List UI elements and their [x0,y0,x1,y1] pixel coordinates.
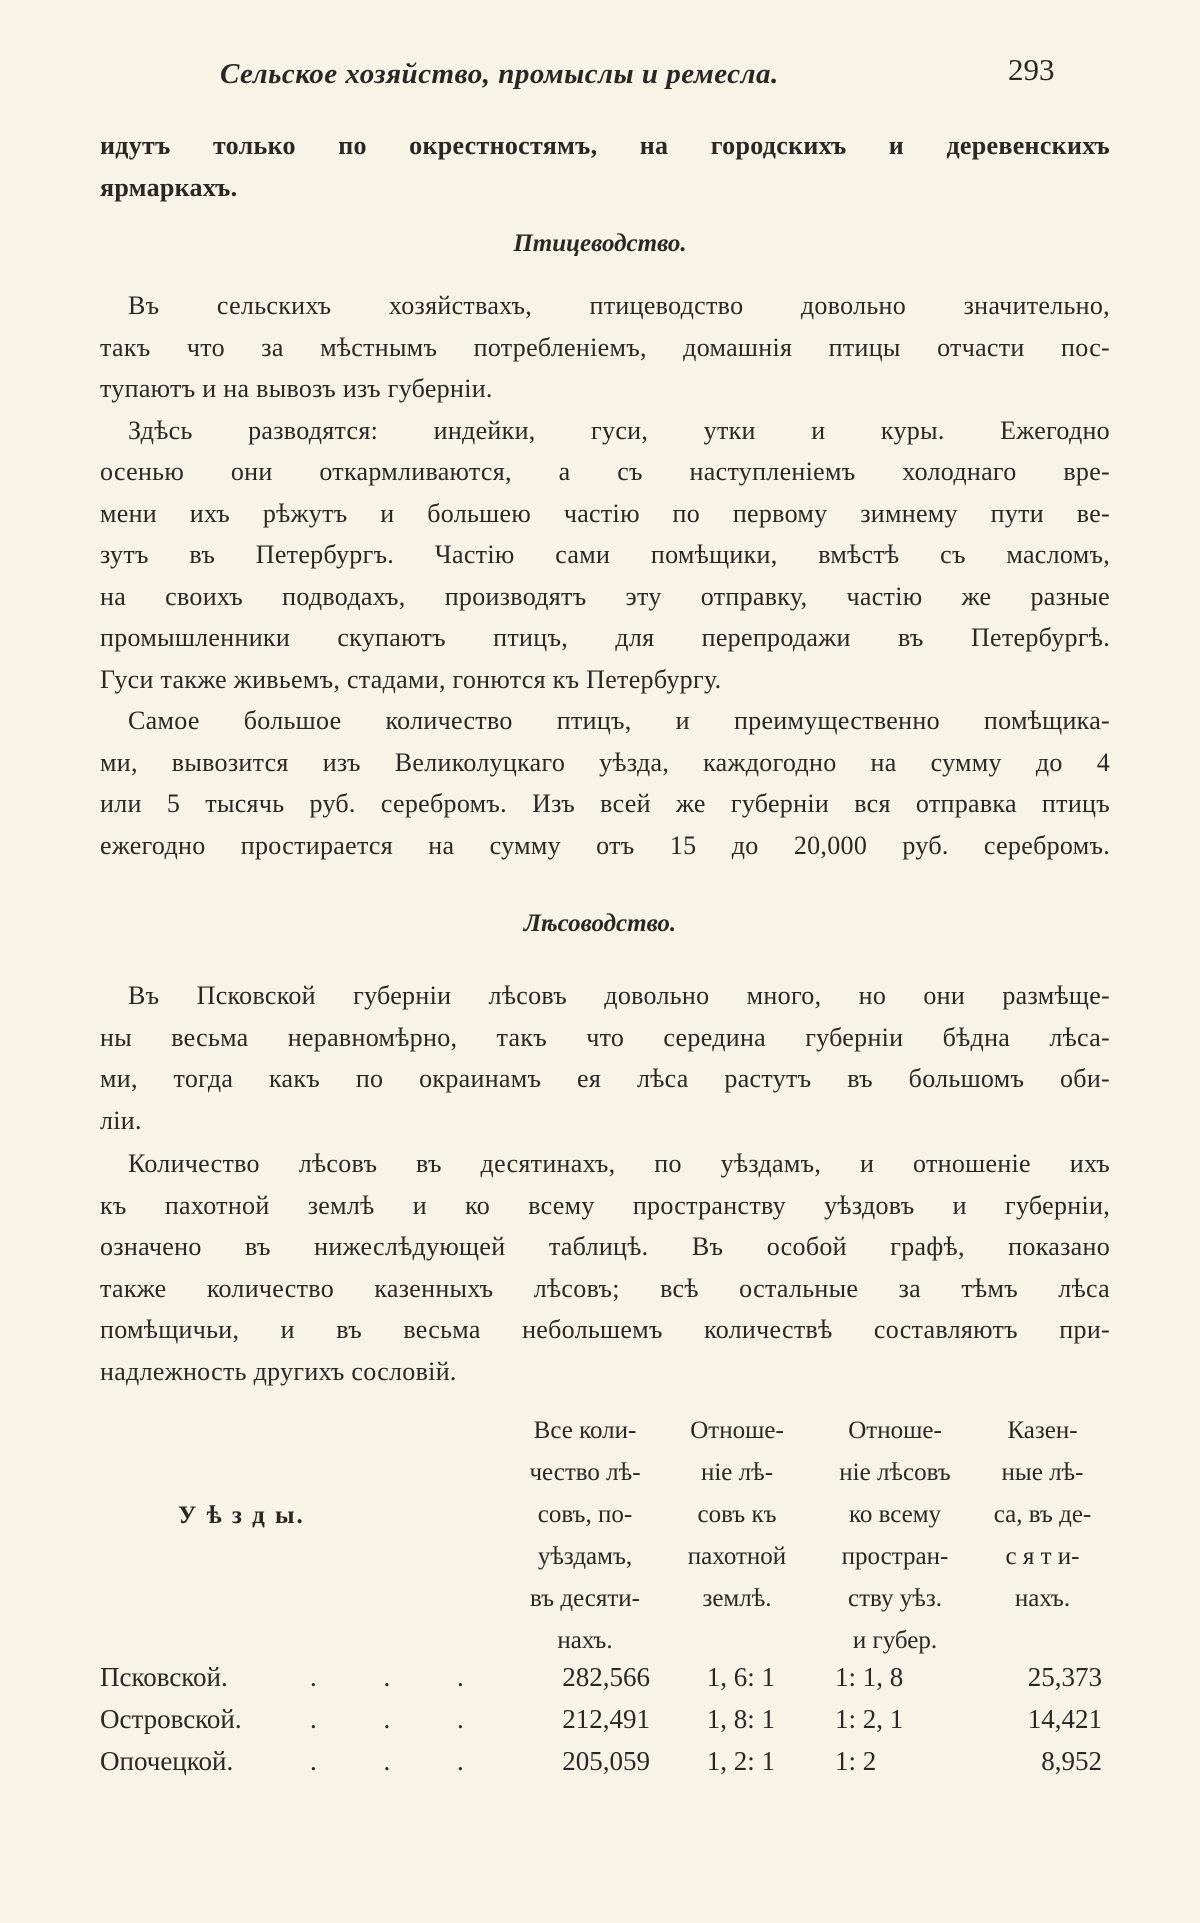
text-line: ежегодно простирается на сумму отъ 15 до 20,000 руб. серебромъ. [100,831,1110,860]
text-line: Самое большое количество птицъ, и преимущественно помѣщика- [128,706,1110,735]
cell-district: Опочецкой. [100,1746,234,1776]
cell-to-arable: 1, 8: 1 [706,1704,775,1734]
table-row [100,1662,1110,1702]
cell-district: Островской. [100,1704,242,1734]
text-line: Гуси также живьемъ, стадами, гонются къ Петербургу. [100,665,722,694]
cell-to-space: 1: 2 [835,1746,877,1776]
header-line: совъ, по- [537,1501,633,1528]
text-line: Здѣсь разводятся: индейки, гуси, утки и куры. Ежегодно [128,416,1110,445]
cell-total: 282,566 [562,1662,650,1692]
table-header-total [505,1410,665,1662]
header-line: въ десяти- [529,1585,641,1612]
header-line: с я т и- [1005,1543,1080,1570]
header-line: совъ къ [697,1501,777,1528]
header-line: ные лѣ- [1001,1459,1084,1486]
header-line: ко всему [848,1501,942,1528]
text-line: надлежность другихъ сословій. [100,1357,457,1386]
cell-district: Псковской. [100,1662,228,1692]
text-line: Въ сельскихъ хозяйствахъ, птицеводство довольно значительно, [128,291,1110,320]
text-line: помѣщичьи, и въ весьма небольшемъ количествѣ составляютъ при- [100,1315,1110,1344]
text-line: ліи. [100,1106,142,1135]
text-line: идутъ только по окрестностямъ, на городскихъ и деревенскихъ [100,131,1110,160]
cell-to-space: 1: 2, 1 [835,1704,904,1734]
header-line: нахъ. [1014,1585,1071,1612]
text-line: тупаютъ и на вывозъ изъ губерніи. [100,374,493,403]
text-line: Въ Псковской губерніи лѣсовъ довольно много, но они размѣще- [128,981,1110,1010]
section-heading-forestry: Лѣсоводство. [523,910,677,937]
text-line: также количество казенныхъ лѣсовъ; всѣ остальные за тѣмъ лѣса [100,1274,1110,1303]
text-line: ны весьма неравномѣрно, такъ что середина губерніи бѣдна лѣса- [100,1023,1110,1052]
table-header-to-arable [667,1410,807,1620]
leader-dots: . . . [310,1746,494,1776]
text-line: ми, тогда какъ по окраинамъ ея лѣса растутъ въ большомъ оби- [100,1064,1110,1093]
header-line: простран- [841,1543,949,1570]
header-line: и губер. [852,1627,938,1654]
cell-crown: 25,373 [1027,1662,1102,1692]
header-line: землѣ. [702,1585,772,1612]
text-line: ми, вывозится изъ Великолуцкаго уѣзда, каждогодно на сумму до 4 [100,748,1110,777]
table-row [100,1704,1110,1744]
text-line: на своихъ подводахъ, производятъ эту отправку, частію же разные [100,582,1110,611]
header-line: чество лѣ- [529,1459,641,1486]
header-line: уѣздамъ, [537,1543,633,1570]
cell-total: 205,059 [562,1746,650,1776]
header-line: Казен- [1007,1417,1078,1444]
cell-to-arable: 1, 6: 1 [706,1662,775,1692]
table-row [100,1746,1110,1786]
text-line: или 5 тысячь руб. серебромъ. Изъ всей же губерніи вся отправка птицъ [100,789,1110,818]
text-line: осенью они откармливаются, а съ наступленіемъ холоднаго вре- [100,457,1110,486]
table-header-to-space [820,1410,970,1662]
section-heading-poultry: Птицеводство. [513,230,687,257]
cell-crown: 8,952 [1041,1746,1102,1776]
text-line: означено въ нижеслѣдующей таблицѣ. Въ особой графѣ, показано [100,1232,1110,1261]
text-line: промышленники скупаютъ птицъ, для перепродажи въ Петербургѣ. [100,623,1110,652]
text-line: зутъ въ Петербургъ. Частію сами помѣщики, вмѣстѣ съ масломъ, [100,540,1110,569]
header-line: ству уѣз. [848,1585,942,1612]
header-line: нахъ. [557,1627,613,1654]
cell-to-arable: 1, 2: 1 [706,1746,775,1776]
text-line: Количество лѣсовъ въ десятинахъ, по уѣздамъ, и отношеніе ихъ [128,1149,1110,1178]
page-number: 293 [1008,52,1055,87]
text-line: къ пахотной землѣ и ко всему пространству уѣздовъ и губерніи, [100,1191,1110,1220]
table-header-crown [975,1410,1110,1620]
header-line: пахотной [687,1543,787,1570]
leader-dots: . . . [310,1704,494,1734]
header-line: ніе лѣ- [700,1459,774,1486]
header-line: Отноше- [848,1417,942,1444]
header-line: ніе лѣсовъ [839,1459,951,1486]
text-line: ярмаркахъ. [100,173,238,202]
cell-crown: 14,421 [1027,1704,1102,1734]
text-line: такъ что за мѣстнымъ потребленіемъ, домашнія птицы отчасти пос- [100,333,1110,362]
leader-dots: . . . [310,1662,494,1692]
header-line: Все коли- [533,1417,637,1444]
table-header-district: У ѣ з д ы. [178,1502,305,1529]
text-line: мени ихъ рѣжутъ и большею частію по первому зимнему пути ве- [100,499,1110,528]
cell-to-space: 1: 1, 8 [835,1662,904,1692]
cell-total: 212,491 [562,1704,650,1734]
running-title: Сельское хозяйство, промыслы и ремесла. [220,58,779,90]
header-line: са, въ де- [993,1501,1092,1528]
header-line: Отноше- [690,1417,784,1444]
